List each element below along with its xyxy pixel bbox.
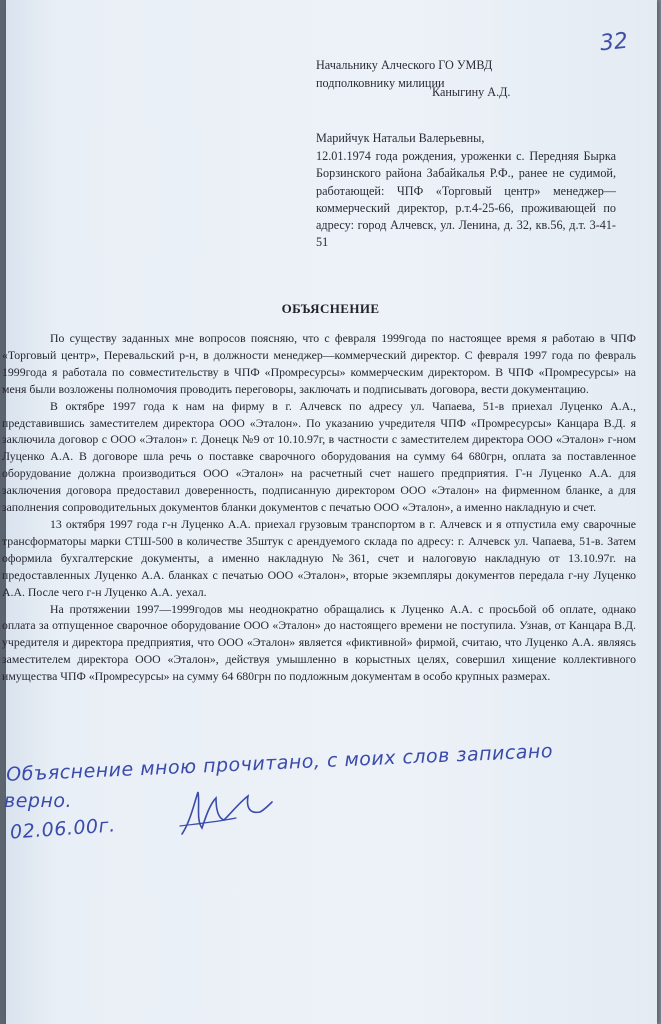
paragraph: В октябре 1997 года к нам на фирму в г. Алчевск по адресу ул. Чапаева, 51-в приехал Луценко А.А., представившись заместителем директора ООО «Эталон». По указанию учредителя ЧПФ «Промресурсы» Канцара В.Д. я заключила договор с ООО «Эталон» г. Донецк №9 от 10.10.97г, в частности с заместителем директора ООО «Эталон» г-ном Луценко А.А. В договоре шла речь о поставке сварочного оборудования на сумму 64 680грн, оплата за поставленное оборудование должна производиться ООО «Эталон» на расчетный счет нашего предприятия. Г-н Луценко А.А. для заключения договора предоставил доверенность, подписанную директором ООО «Эталон» на фирменном бланке, а для заполнения сопроводительных документов бланки документов с печатью ООО «Эталон», а именно накладную и счет. bbox=[2, 398, 636, 515]
paragraph: На протяжении 1997—1999годов мы неоднократно обращались к Луценко А.А. с просьбой об оплате, однако оплата за отпущенное сварочное оборудование ООО «Эталон» до настоящего времени не поступила. Узнав, от Канцара В.Д. учредителя и директора предприятия, что ООО «Эталон» является «фиктивной» фирмой, считаю, что Луценко А.А. являясь заместителем директора ООО «Эталон», действуя умышленно в корыстных целях, совершил хищение коллективного имущества ЧПФ «Промресурсы» на сумму 64 680грн по подложным документам в особо крупных размерах. bbox=[2, 601, 636, 684]
paragraph: По существу заданных мне вопросов поясняю, что с февраля 1999года по настоящее время я работаю в ЧПФ «Торговый центр», Перевальский р-н, в должности менеджер—коммерческий директор. С февраля 1997 года по февраль 1999года я работала по совместительству в ЧПФ «Промресурсы» коммерческим директором. В ЧПФ «Промресурсы» на меня были возложены полномочия проводить переговоры, заключать и подписывать договора, вести документацию. bbox=[2, 331, 636, 396]
addressee-line-2: подполковнику милиции bbox=[316, 76, 445, 90]
handwritten-confirmation-end: верно. bbox=[4, 790, 73, 812]
addressee-line-1: Начальнику Алческого ГО УМВД bbox=[316, 58, 493, 72]
document-title: ОБЪЯСНЕНИЕ bbox=[281, 301, 380, 316]
statement-body bbox=[2, 330, 636, 685]
sender-name: Марийчук Натальи Валерьевны, bbox=[316, 131, 485, 145]
handwritten-confirmation: Объяснение мною прочитано, с моих слов записано bbox=[5, 740, 554, 786]
sender-details: 12.01.1974 года рождения, уроженки с. Передняя Бырка Борзинского района Забайкалья Р.Ф., ранее не судимой, работающей: ЧПФ «Торговый центр» менеджер—коммерческий директор, р.т.4-25-66, проживающей по адресу: город Алчевск, ул. Ленина, д. 32, кв.56, д.т. 3-41-51 bbox=[316, 149, 616, 250]
handwritten-date: 02.06.00г. bbox=[9, 814, 117, 844]
addressee-line-3: Каныгину А.Д. bbox=[432, 85, 511, 99]
signature bbox=[176, 782, 276, 842]
paragraph: 13 октября 1997 года г-н Луценко А.А. приехал грузовым транспортом в г. Алчевск и я отпустила ему сварочные трансформаторы марки СТШ-500 в количестве 35штук с арендуемого склада по адресу: г. Алчевск ул. Чапаева, 51-в. Затем оформила бухгалтерские документы, а именно накладную №361, счет и налоговую накладную от 13.10.97г. на предоставленных Луценко А.А. бланках с печатью ООО «Эталон», вторые экземпляры документов передала г-ну Луценко А.А. После чего г-н Луценко А.А. уехал. bbox=[2, 516, 636, 599]
page-number: 32 bbox=[598, 28, 630, 57]
